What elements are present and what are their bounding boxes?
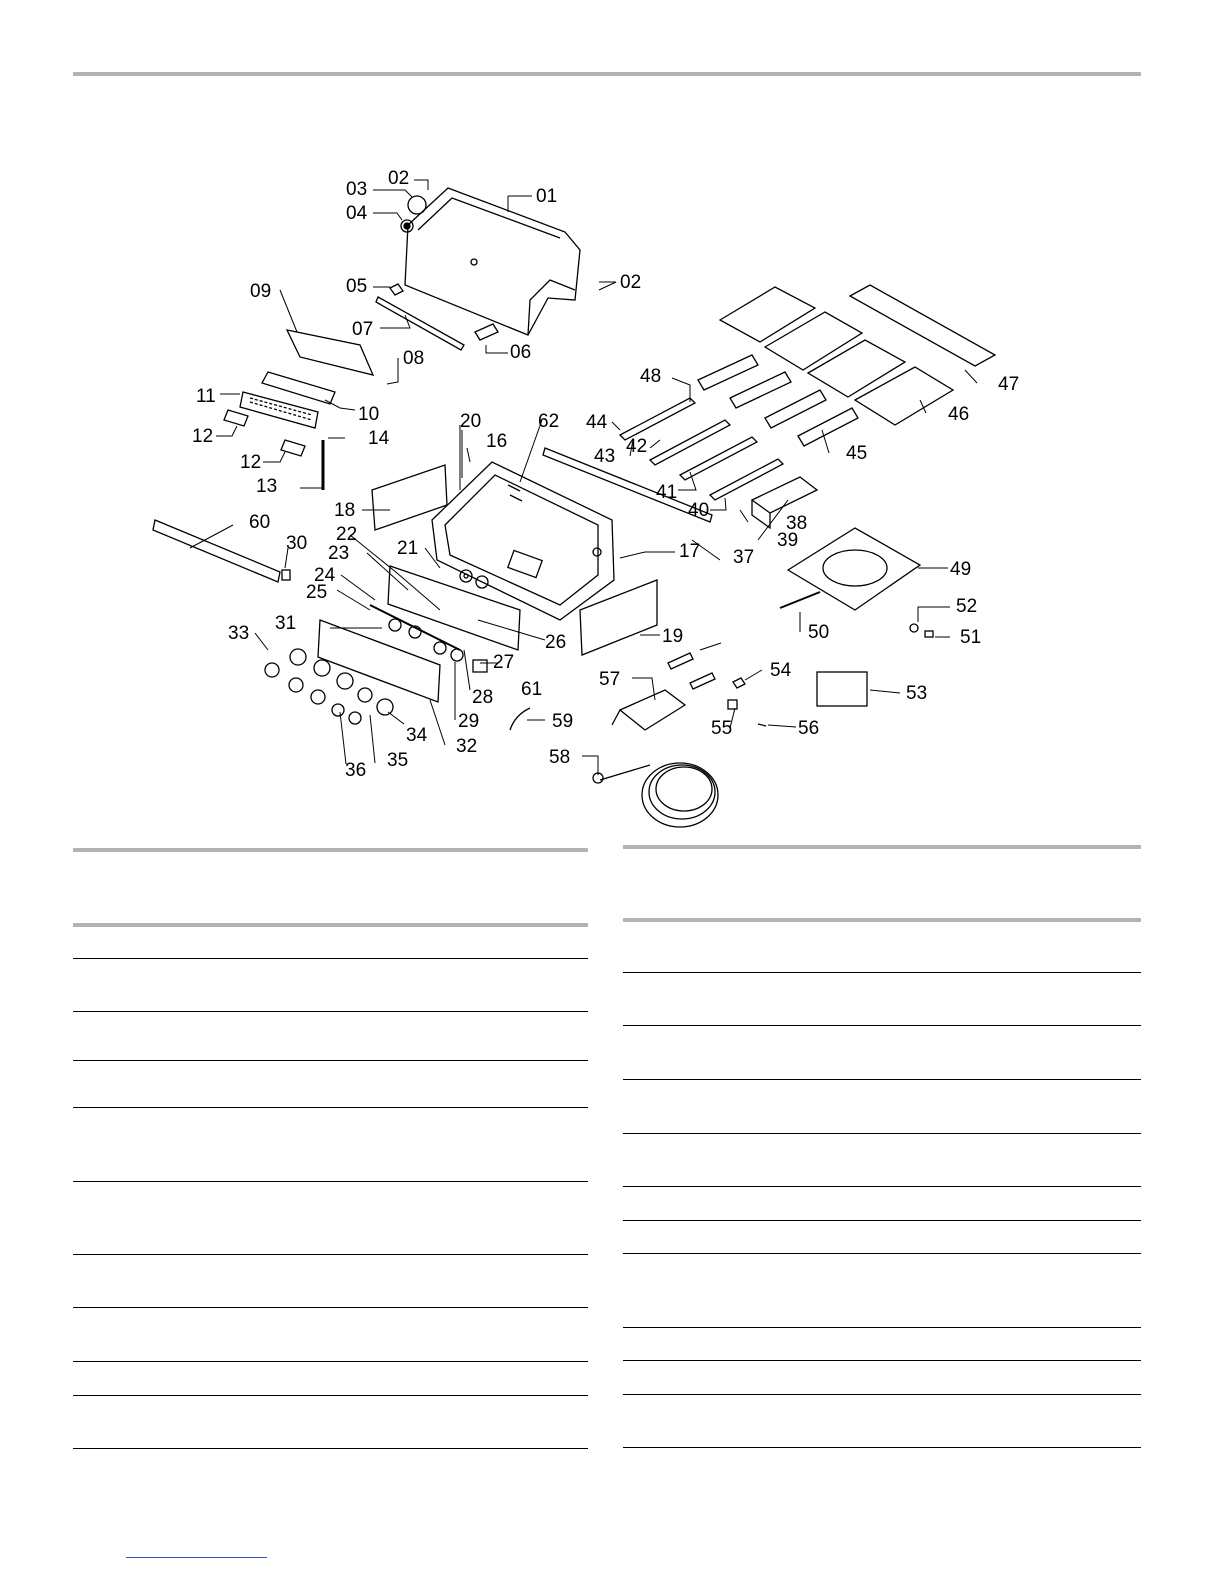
table-row-rule xyxy=(73,1448,588,1449)
callout: 33 xyxy=(228,623,250,644)
parts-table-left xyxy=(73,848,588,1458)
callout: 29 xyxy=(458,711,480,732)
table-top-rule xyxy=(623,845,1141,849)
callout: 18 xyxy=(334,500,356,521)
callout: 28 xyxy=(472,687,494,708)
table-row-rule xyxy=(623,1447,1141,1448)
part-52 xyxy=(817,672,867,706)
callout: 12 xyxy=(240,452,262,473)
callout: 08 xyxy=(403,348,425,369)
table-row-rule xyxy=(623,1253,1141,1254)
table-row-rule xyxy=(623,972,1141,973)
callout-labels xyxy=(192,168,1019,781)
parts-table-right xyxy=(623,845,1141,1455)
table-row-rule xyxy=(73,958,588,959)
callout: 25 xyxy=(306,582,328,603)
part-37 xyxy=(752,477,817,528)
callout: 14 xyxy=(368,428,390,449)
callout: 34 xyxy=(406,725,428,746)
callout: 26 xyxy=(545,632,567,653)
part-gas-hose xyxy=(593,763,718,827)
callout: 48 xyxy=(640,366,662,387)
callout: 01 xyxy=(536,186,558,207)
callout: 40 xyxy=(688,500,710,521)
callout: 04 xyxy=(346,203,368,224)
table-header-rule xyxy=(623,918,1141,922)
table-top-rule xyxy=(73,848,588,852)
callout: 60 xyxy=(249,512,271,533)
callout: 59 xyxy=(552,711,574,732)
callout: 62 xyxy=(538,411,560,432)
callout: 35 xyxy=(387,750,409,771)
callout: 58 xyxy=(549,747,571,768)
callout: 11 xyxy=(196,386,216,407)
callout: 30 xyxy=(286,533,308,554)
callout: 13 xyxy=(256,476,278,497)
part-warming-rack xyxy=(850,285,995,366)
callout: 27 xyxy=(493,652,515,673)
callout: 32 xyxy=(456,736,478,757)
callout: 06 xyxy=(510,342,532,363)
callout: 46 xyxy=(948,404,970,425)
callout: 31 xyxy=(275,613,297,634)
table-row-rule xyxy=(623,1394,1141,1395)
part-thermometer-bezel xyxy=(408,196,426,214)
part-side-shelf xyxy=(372,465,447,530)
table-row-rule xyxy=(73,1307,588,1308)
callout: 20 xyxy=(460,411,482,432)
table-row-rule xyxy=(623,1133,1141,1134)
callout: 07 xyxy=(352,319,374,340)
table-row-rule xyxy=(73,1395,588,1396)
table-row-rule xyxy=(623,1220,1141,1221)
callout: 56 xyxy=(798,718,820,739)
callout: 41 xyxy=(656,482,678,503)
table-row-rule xyxy=(73,1060,588,1061)
table-row-rule xyxy=(623,1025,1141,1026)
part-18 xyxy=(580,580,657,655)
callout: 49 xyxy=(950,559,972,580)
part-lid xyxy=(405,188,580,335)
table-row-rule xyxy=(73,1181,588,1182)
callout: 02 xyxy=(388,168,410,189)
callout: 05 xyxy=(346,276,368,297)
callout: 37 xyxy=(733,547,755,568)
table-row-rule xyxy=(73,1361,588,1362)
part-handle xyxy=(376,297,464,350)
table-header-rule xyxy=(73,923,588,927)
table-row-rule xyxy=(623,1327,1141,1328)
part-10 xyxy=(262,372,335,404)
callout: 54 xyxy=(770,660,792,681)
callout: 21 xyxy=(397,538,419,559)
callout-leaders xyxy=(190,180,977,775)
callout: 24 xyxy=(314,565,336,586)
callout: 39 xyxy=(777,530,799,551)
callout: 42 xyxy=(626,436,648,457)
callout: 43 xyxy=(594,446,616,467)
footer-link-underline[interactable] xyxy=(126,1557,267,1558)
callout: 36 xyxy=(345,760,367,781)
callout: 02 xyxy=(620,272,642,293)
callout: 23 xyxy=(328,543,350,564)
callout: 47 xyxy=(998,374,1020,395)
callout: 09 xyxy=(250,281,272,302)
table-row-rule xyxy=(623,1186,1141,1187)
callout: 12 xyxy=(192,426,214,447)
callout: 10 xyxy=(358,404,380,425)
table-row-rule xyxy=(73,1254,588,1255)
callout: 57 xyxy=(599,669,621,690)
table-row-rule xyxy=(623,1079,1141,1080)
callout: 61 xyxy=(521,679,543,700)
callout: 17 xyxy=(679,541,701,562)
callout: 45 xyxy=(846,443,868,464)
table-row-rule xyxy=(623,1360,1141,1361)
callout: 52 xyxy=(956,596,978,617)
callout: 53 xyxy=(906,683,928,704)
callout: 51 xyxy=(960,627,982,648)
callout: 03 xyxy=(346,179,368,200)
callout: 44 xyxy=(586,412,608,433)
part-grease-tray xyxy=(612,690,685,730)
callout: 22 xyxy=(336,524,358,545)
table-row-rule xyxy=(73,1011,588,1012)
callout: 38 xyxy=(786,513,808,534)
knobs xyxy=(265,649,393,724)
callout: 55 xyxy=(711,718,733,739)
part-firebox xyxy=(432,462,614,620)
table-row-rule xyxy=(73,1107,588,1108)
callout: 50 xyxy=(808,622,830,643)
part-control-panel xyxy=(318,620,440,702)
callout: 16 xyxy=(486,431,508,452)
callout: 19 xyxy=(662,626,684,647)
